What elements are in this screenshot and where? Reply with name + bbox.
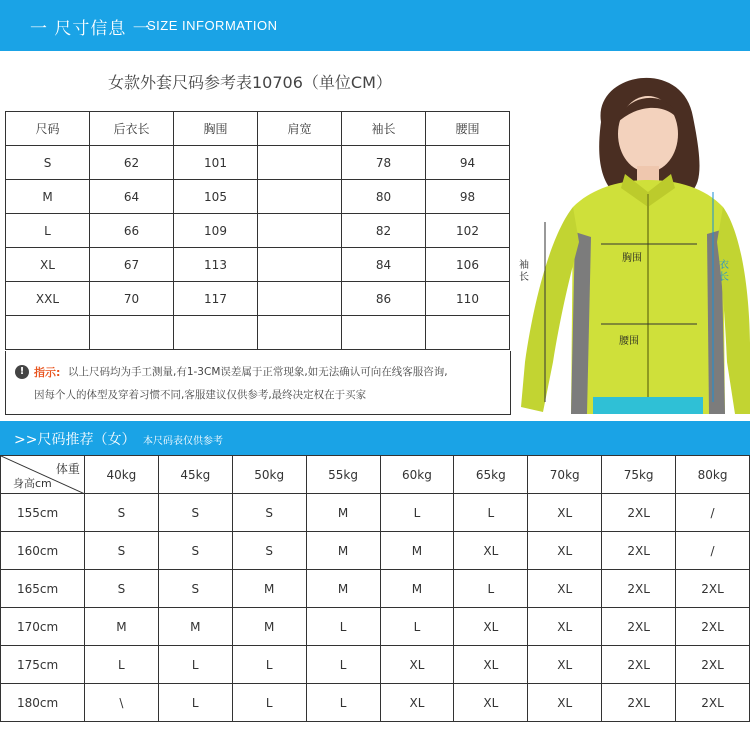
size-chart-cell [90,316,174,350]
size-chart-cell: 84 [342,248,426,282]
height-cell: 155cm [1,494,85,532]
size-chart-cell: 113 [174,248,258,282]
recommended-size-cell: 2XL [676,570,750,608]
size-chart-cell: L [6,214,90,248]
recommended-size-cell: L [454,570,528,608]
size-chart-cell: 94 [426,146,510,180]
size-recommendation-bar [0,421,750,455]
recommended-size-cell: XL [528,646,602,684]
recommended-size-cell: XL [528,570,602,608]
recommended-size-cell: L [380,608,454,646]
height-cell: 180cm [1,684,85,722]
recommended-size-cell: 2XL [602,532,676,570]
recommendation-row [1,646,750,684]
chest-label: 胸围 [622,253,642,264]
waist-label: 腰围 [619,336,639,347]
note-line-1: 以上尺码均为手工测量,有1-3CM误差属于正常现象,如无法确认可向在线客服咨询, [68,366,448,378]
recommended-size-cell: L [306,646,380,684]
size-chart-header-row [6,112,510,146]
size-chart-cell: M [6,180,90,214]
recommended-size-cell: XL [528,532,602,570]
size-chart-cell: 82 [342,214,426,248]
recommended-size-cell: M [380,532,454,570]
banner-subtitle: SIZE INFORMATION [147,18,278,33]
recommended-size-cell: L [158,684,232,722]
recommended-size-cell: XL [528,684,602,722]
size-chart-header-cell: 后衣长 [90,112,174,146]
recommended-size-cell: S [158,570,232,608]
recommended-size-cell: S [158,494,232,532]
size-chart-row [6,146,510,180]
recommended-size-cell: M [306,494,380,532]
height-cell: 165cm [1,570,85,608]
recommended-size-cell: M [84,608,158,646]
size-chart-cell [174,316,258,350]
weight-header-cell: 60kg [380,456,454,494]
body-length-label: 衣长 [719,260,729,283]
height-cell: 170cm [1,608,85,646]
size-chart-cell [426,316,510,350]
size-chart-row [6,180,510,214]
note-line-2: 因每个人的体型及穿着习惯不同,客服建议仅供参考,最终决定权在于买家 [34,389,367,401]
size-chart-table [5,111,510,350]
recommendation-subtitle: 本尺码表仅供参考 [143,436,223,447]
recommended-size-cell: XL [528,494,602,532]
size-chart-cell: 70 [90,282,174,316]
recommended-size-cell: L [158,646,232,684]
size-chart-cell [258,180,342,214]
size-chart-header-cell: 袖长 [342,112,426,146]
height-cell: 160cm [1,532,85,570]
model-illustration [513,62,750,414]
recommended-size-cell: M [306,532,380,570]
size-chart-title: 女款外套尺码参考表10706（单位CM） [108,73,392,92]
recommended-size-cell: XL [454,646,528,684]
size-chart-cell: 78 [342,146,426,180]
size-chart-cell [258,214,342,248]
size-chart-cell: 101 [174,146,258,180]
recommended-size-cell: S [84,494,158,532]
size-chart-row [6,282,510,316]
recommendation-row [1,494,750,532]
size-chart-header-cell: 胸围 [174,112,258,146]
recommended-size-cell: L [454,494,528,532]
size-chart-cell: 62 [90,146,174,180]
height-axis-label: 身高cm [13,477,52,490]
weight-header-cell: 65kg [454,456,528,494]
weight-header-cell: 40kg [84,456,158,494]
recommended-size-cell: M [380,570,454,608]
recommended-size-cell: 2XL [676,646,750,684]
size-chart-cell [258,146,342,180]
recommended-size-cell: XL [454,608,528,646]
size-chart-cell [6,316,90,350]
recommended-size-cell: 2XL [676,608,750,646]
recommended-size-cell: 2XL [602,494,676,532]
size-chart-cell: 80 [342,180,426,214]
size-chart-cell: 98 [426,180,510,214]
weight-header-cell: 45kg [158,456,232,494]
size-chart-cell: 67 [90,248,174,282]
size-chart-cell: 105 [174,180,258,214]
size-chart-cell: 106 [426,248,510,282]
weight-header-cell: 55kg [306,456,380,494]
recommended-size-cell: L [232,646,306,684]
size-chart-cell: S [6,146,90,180]
size-chart-cell: 109 [174,214,258,248]
size-chart-header-cell: 尺码 [6,112,90,146]
weight-header-cell: 80kg [676,456,750,494]
recommended-size-cell: XL [528,608,602,646]
height-cell: 175cm [1,646,85,684]
recommended-size-cell: M [306,570,380,608]
size-chart-cell [258,316,342,350]
size-chart-row [6,214,510,248]
recommended-size-cell: 2XL [676,684,750,722]
recommendation-row [1,570,750,608]
recommended-size-cell: 2XL [602,570,676,608]
recommended-size-cell: L [84,646,158,684]
weight-axis-label: 体重 [55,462,80,476]
recommended-size-cell: XL [380,646,454,684]
recommended-size-cell: S [232,494,306,532]
size-chart-cell [342,316,426,350]
size-chart-row [6,316,510,350]
recommended-size-cell: 2XL [602,684,676,722]
recommended-size-cell: M [158,608,232,646]
size-recommendation-table [0,455,750,722]
size-chart-cell: XL [6,248,90,282]
recommended-size-cell: M [232,608,306,646]
recommended-size-cell: S [84,532,158,570]
size-chart-cell: 110 [426,282,510,316]
size-chart-cell: XXL [6,282,90,316]
recommended-size-cell: XL [454,684,528,722]
size-chart-header-cell: 肩宽 [258,112,342,146]
measurement-note [5,351,511,415]
size-chart-cell: 117 [174,282,258,316]
recommended-size-cell: XL [380,684,454,722]
recommended-size-cell: \ [84,684,158,722]
size-chart-header-cell: 腰围 [426,112,510,146]
sleeve-length-label: 袖长 [519,260,529,283]
recommended-size-cell: S [232,532,306,570]
size-chart-row [6,248,510,282]
recommended-size-cell: M [232,570,306,608]
recommended-size-cell: S [158,532,232,570]
recommended-size-cell: / [676,532,750,570]
recommended-size-cell: 2XL [602,646,676,684]
recommended-size-cell: L [306,608,380,646]
model-figure [513,62,750,414]
size-chart-cell: 64 [90,180,174,214]
weight-header-cell: 50kg [232,456,306,494]
recommended-size-cell: S [84,570,158,608]
recommendation-title: >>尺码推荐（女） [14,432,136,448]
recommended-size-cell: XL [454,532,528,570]
size-chart-cell: 102 [426,214,510,248]
recommended-size-cell: / [676,494,750,532]
size-chart-cell [258,282,342,316]
info-icon: ! [15,365,29,379]
recommendation-row [1,532,750,570]
recommendation-row [1,608,750,646]
recommendation-header-row [1,456,750,494]
recommended-size-cell: L [306,684,380,722]
size-chart-cell [258,248,342,282]
weight-header-cell: 70kg [528,456,602,494]
size-chart-cell: 66 [90,214,174,248]
recommended-size-cell: 2XL [602,608,676,646]
recommended-size-cell: L [380,494,454,532]
note-label: 指示: [34,366,61,379]
recommended-size-cell: L [232,684,306,722]
weight-header-cell: 75kg [602,456,676,494]
size-chart-cell: 86 [342,282,426,316]
banner-title: 一 尺寸信息 一 [30,19,151,39]
weight-height-corner-cell [1,456,85,494]
recommendation-row [1,684,750,722]
size-info-banner [0,0,750,51]
